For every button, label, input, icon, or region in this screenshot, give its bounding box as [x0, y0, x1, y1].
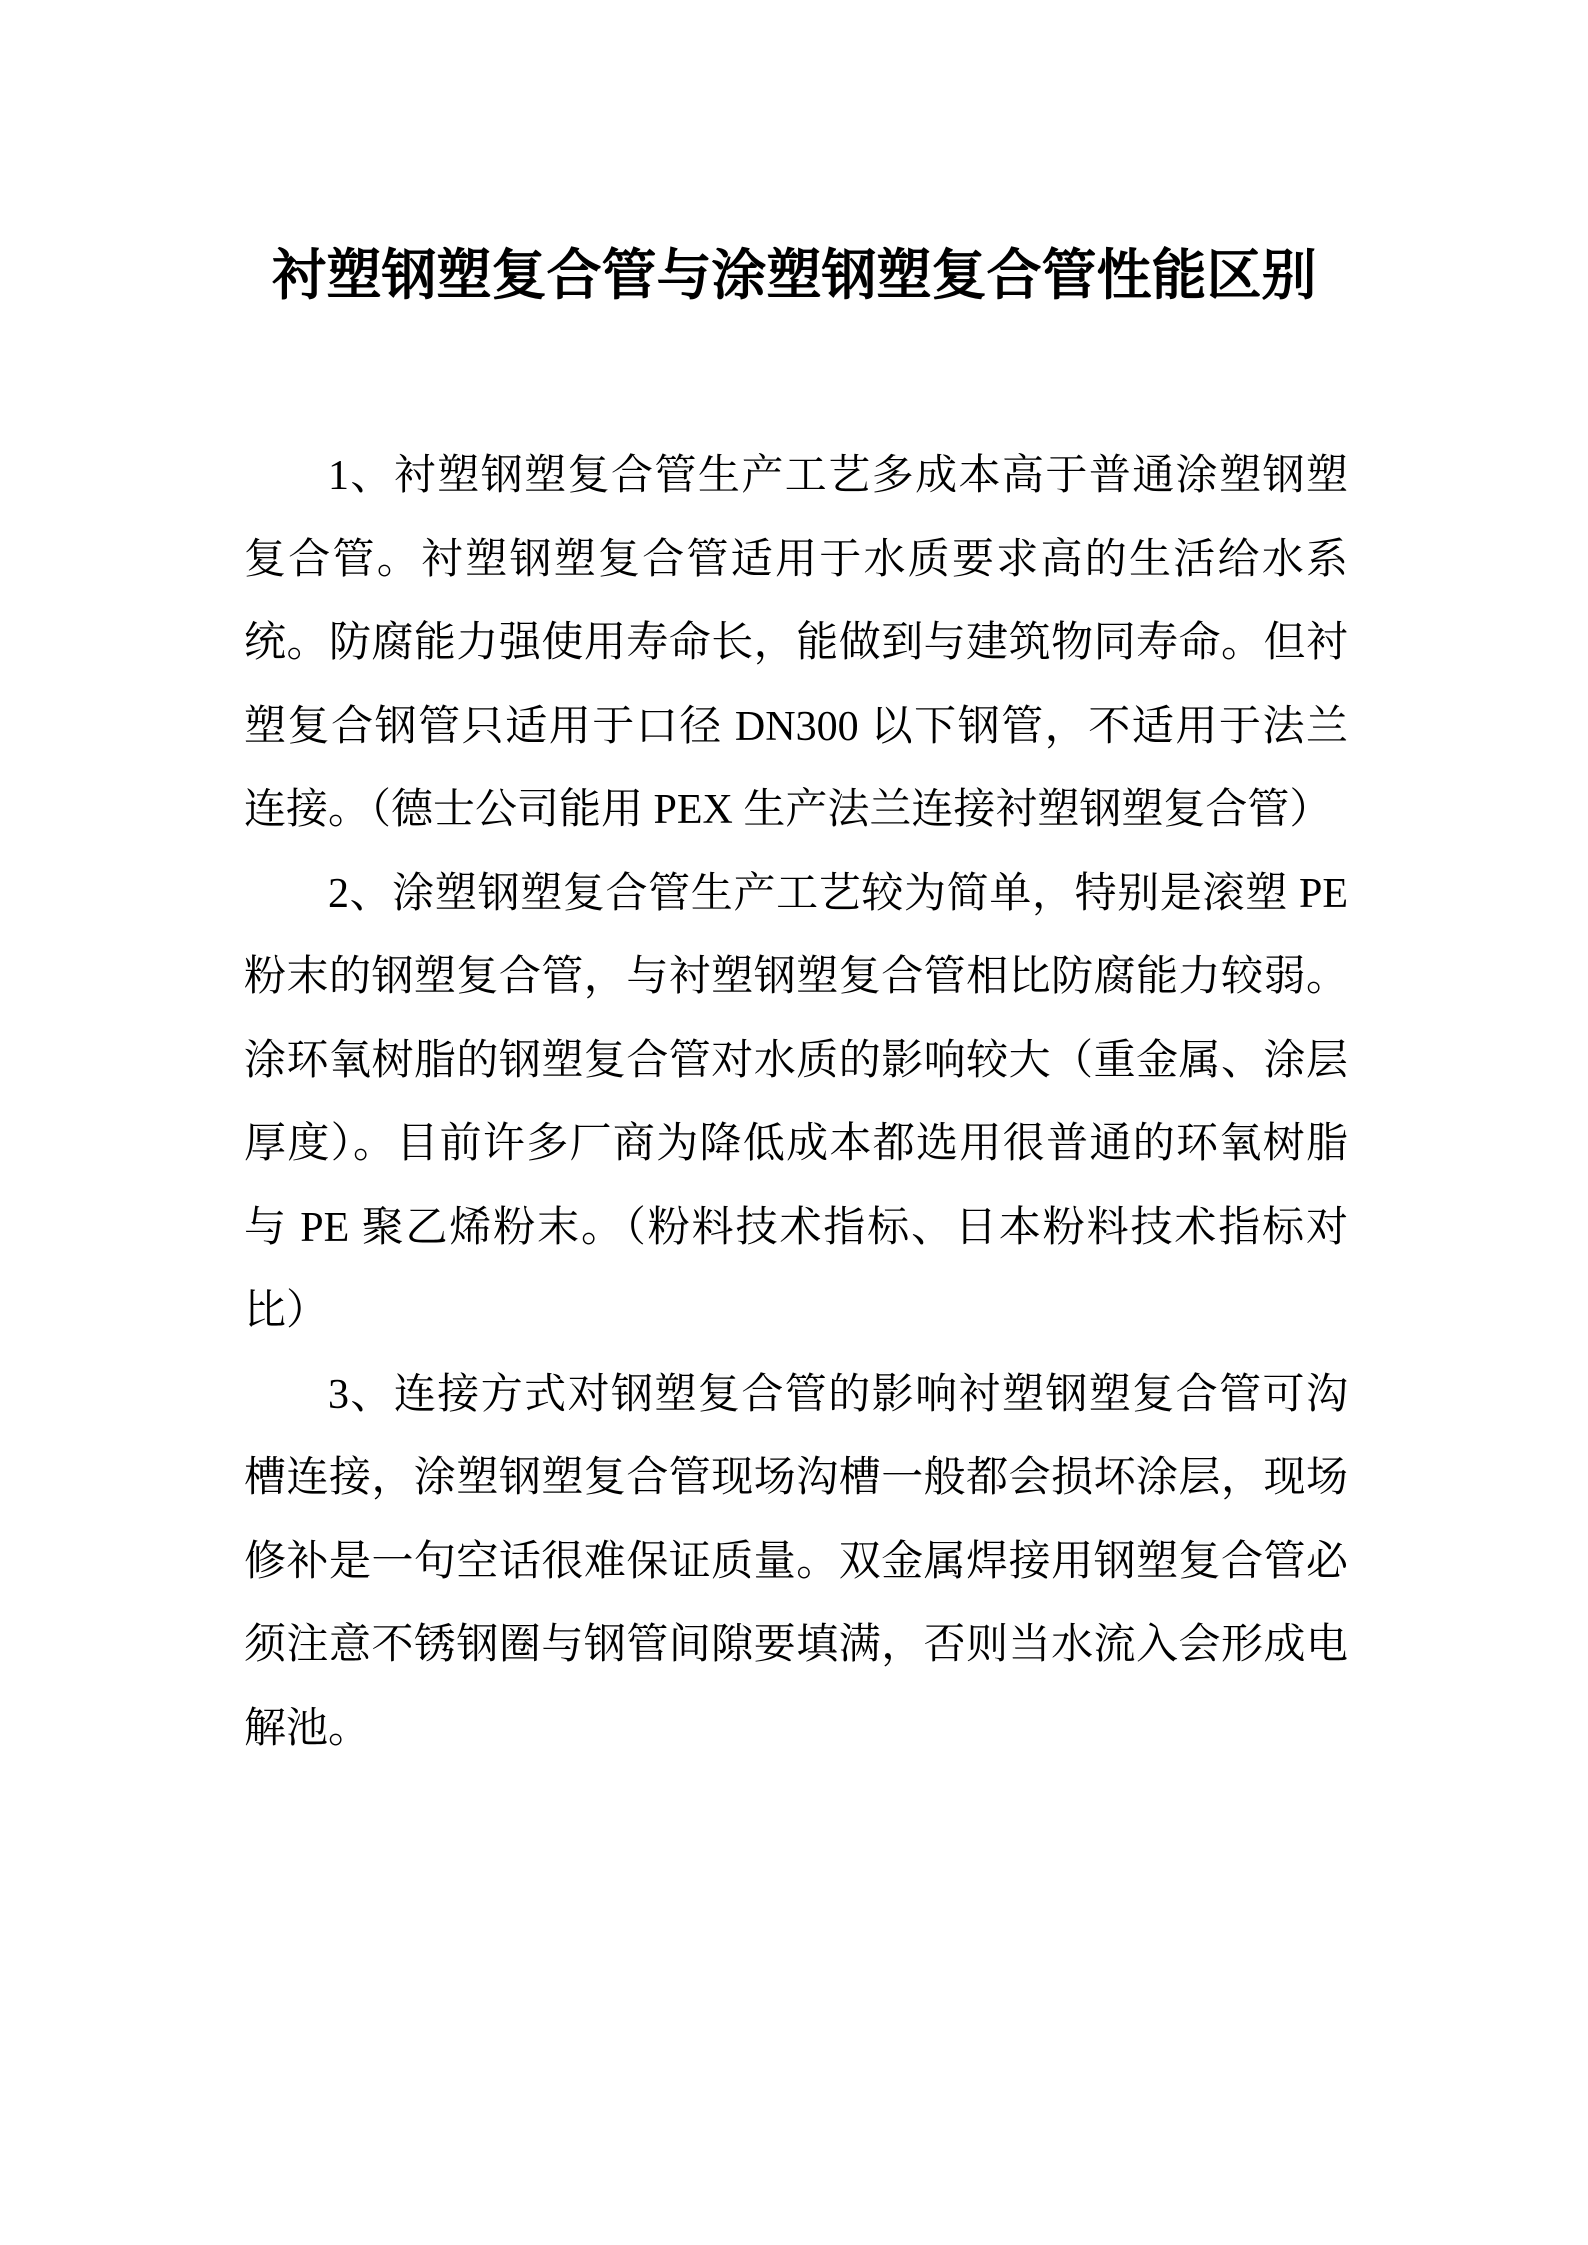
paragraph-1: 1、衬塑钢塑复合管生产工艺多成本高于普通涂塑钢塑复合管。衬塑钢塑复合管适用于水质要求高的生活给水系统。防腐能力强使用寿命长，能做到与建筑物同寿命。但衬塑复合钢管只适用于口径 DN300 以下钢管，不适用于法兰连接。（德士公司能用 PEX 生产法兰连接衬塑钢塑复合管） [244, 453, 1348, 833]
paragraph-3: 3、连接方式对钢塑复合管的影响衬塑钢塑复合管可沟槽连接，涂塑钢塑复合管现场沟槽一般都会损坏涂层，现场修补是一句空话很难保证质量。双金属焊接用钢塑复合管必须注意不锈钢圈与钢管间隙要填满，否则当水流入会形成电解池。 [244, 1371, 1348, 1752]
document-title: 衬塑钢塑复合管与涂塑钢塑复合管性能区别 [271, 245, 1317, 306]
document-body [244, 435, 1348, 1771]
paragraph-2: 2、涂塑钢塑复合管生产工艺较为简单，特别是滚塑 PE 粉末的钢塑复合管，与衬塑钢塑复合管相比防腐能力较弱。涂环氧树脂的钢塑复合管对水质的影响较大（重金属、涂层厚度）。目前许多厂商为降低成本都选用很普通的环氧树脂与 PE 聚乙烯粉末。（粉料技术指标、日本粉料技术指标对比） [244, 870, 1348, 1334]
